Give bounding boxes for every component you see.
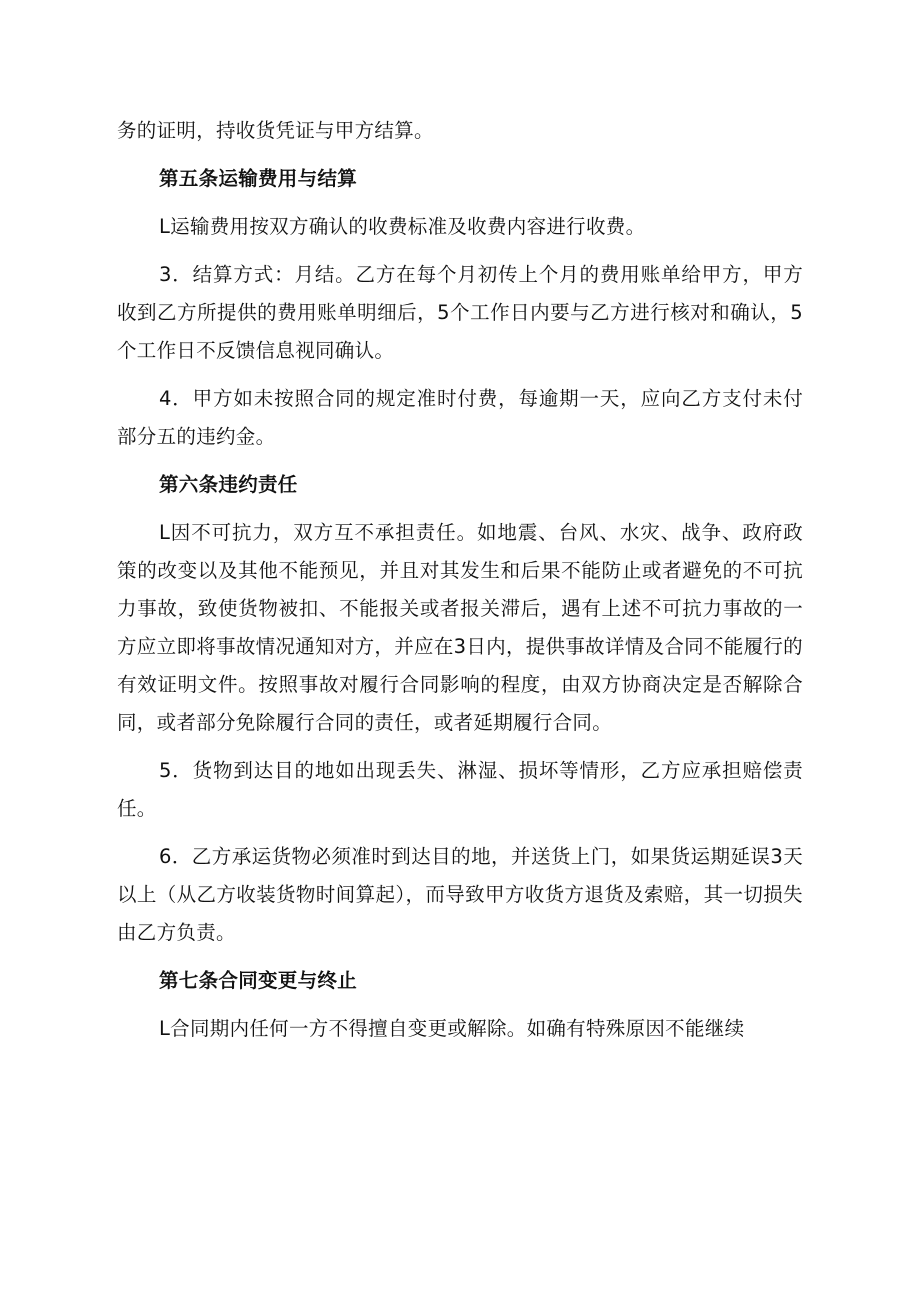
- article-6-clause-1: L因不可抗力，双方互不承担责任。如地震、台风、水灾、战争、政府政策的改变以及其他不能预见，并且对其发生和后果不能防止或者避免的不可抗力事故，致使货物被扣、不能报关或者报关滞后，遇有上述不可抗力事故的一方应立即将事故情况通知对方，并应在3日内，提供事故详情及合同不能履行的有效证明文件。按照事故对履行合同影响的程度，由双方协商决定是否解除合同，或者部分免除履行合同的责任，或者延期履行合同。: [117, 521, 803, 734]
- article-7-clause-1: L合同期内任何一方不得擅自变更或解除。如确有特殊原因不能继续: [159, 1017, 745, 1040]
- article-6-heading: 第六条违约责任: [159, 473, 298, 496]
- paragraph-continuation: 务的证明，持收货凭证与甲方结算。: [117, 119, 434, 142]
- article-5-clause-4: 4．甲方如未按照合同的规定准时付费，每逾期一天，应向乙方支付未付部分五的违约金。: [117, 387, 803, 448]
- article-5-clause-3: 3．结算方式：月结。乙方在每个月初传上个月的费用账单给甲方，甲方收到乙方所提供的费用账单明细后，5个工作日内要与乙方进行核对和确认，5个工作日不反馈信息视同确认。: [117, 263, 803, 362]
- article-5-heading: 第五条运输费用与结算: [159, 167, 358, 190]
- article-6-clause-6: 6．乙方承运货物必须准时到达目的地，并送货上门，如果货运期延误3天以上（从乙方收装货物时间算起），而导致甲方收货方退货及索赔，其一切损失由乙方负责。: [117, 845, 803, 944]
- article-7-heading: 第七条合同变更与终止: [159, 969, 358, 992]
- document-body: [117, 112, 803, 1058]
- article-5-clause-1: L运输费用按双方确认的收费标准及收费内容进行收费。: [159, 215, 646, 238]
- article-6-clause-5: 5．货物到达目的地如出现丢失、淋湿、损坏等情形，乙方应承担赔偿责任。: [117, 759, 803, 820]
